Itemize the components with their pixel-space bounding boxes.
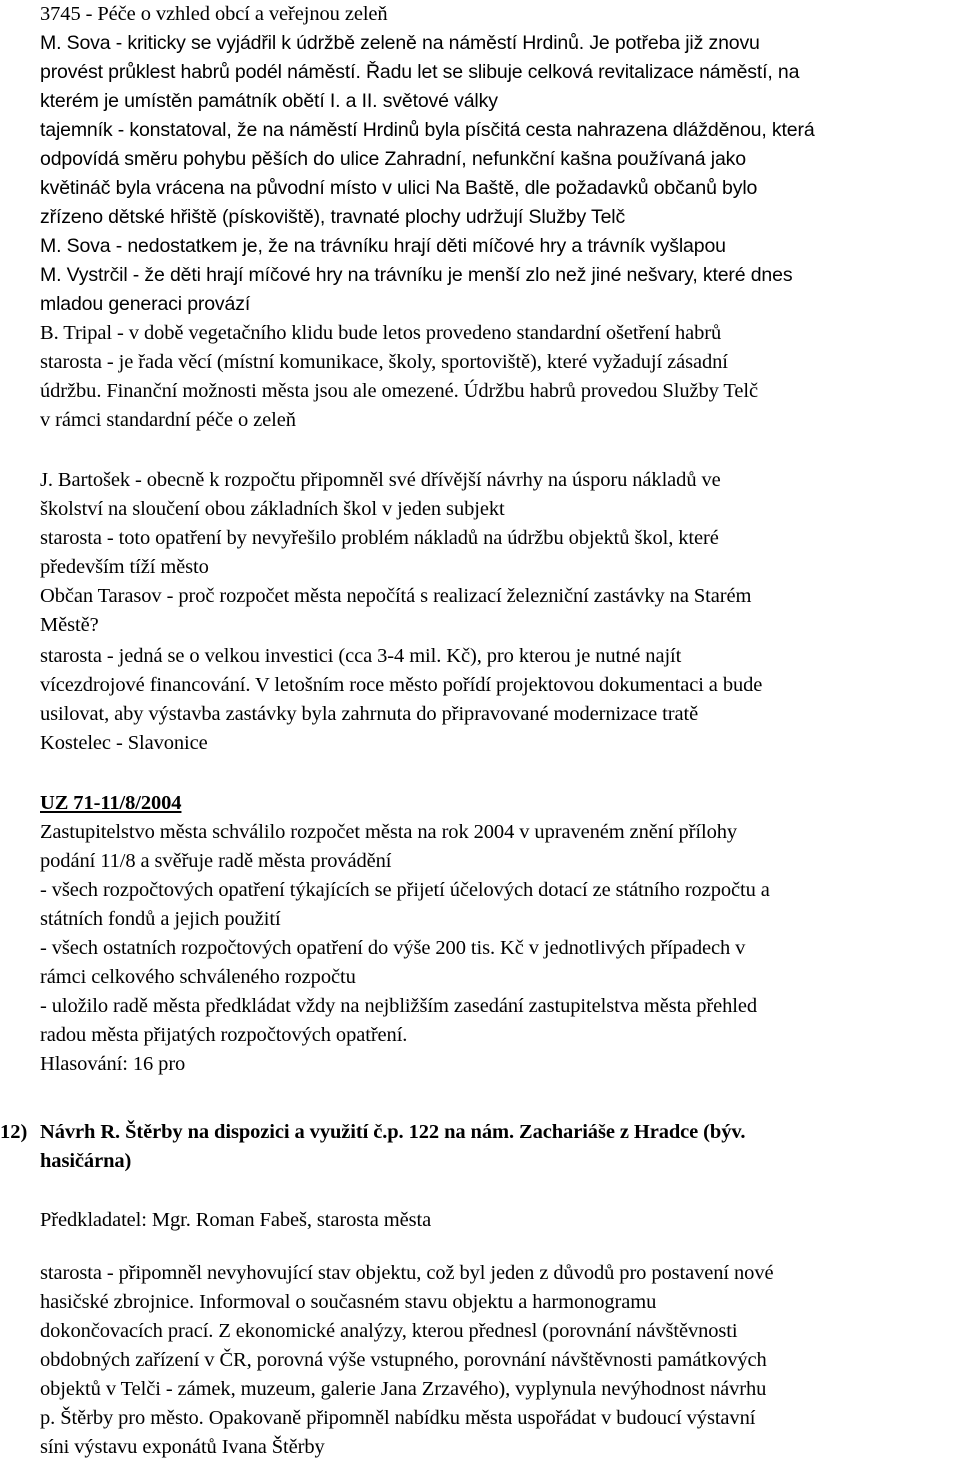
paragraph-line: J. Bartošek - obecně k rozpočtu připomněl své dřívější návrhy na úsporu nákladů ve xyxy=(40,469,721,491)
paragraph-line: - všech rozpočtových opatření týkajících se přijetí účelových dotací ze státního rozpočtu a xyxy=(40,879,770,901)
paragraph-line: hasičské zbrojnice. Informoval o současném stavu objektu a harmonogramu xyxy=(40,1291,657,1313)
paragraph-line: M. Vystrčil - že děti hrají míčové hry na trávníku je menší zlo než jiné nešvary, které dnes xyxy=(40,264,793,286)
paragraph-line: Zastupitelstvo města schválilo rozpočet města na rok 2004 v upraveném znění přílohy xyxy=(40,821,738,843)
paragraph-line: radou města přijatých rozpočtových opatření. xyxy=(40,1024,408,1046)
paragraph-line: podání 11/8 a svěřuje radě města provádění xyxy=(40,850,392,872)
paragraph-line: - všech ostatních rozpočtových opatření do výše 200 tis. Kč v jednotlivých případech v xyxy=(40,937,746,959)
presenter-line: Předkladatel: Mgr. Roman Fabeš, starosta města xyxy=(40,1209,432,1231)
paragraph-line: školství na sloučení obou základních škol v jeden subjekt xyxy=(40,498,505,520)
paragraph-line: kterém je umístěn památník obětí I. a II. světové války xyxy=(40,90,498,112)
paragraph-line: květináč byla vrácena na původní místo v ulici Na Baště, dle požadavků občanů bylo xyxy=(40,177,758,199)
paragraph-line: v rámci standardní péče o zeleň xyxy=(40,409,296,431)
paragraph-line: především tíží město xyxy=(40,556,209,578)
paragraph-line: Kostelec - Slavonice xyxy=(40,732,208,754)
paragraph-line: síni výstavu exponátů Ivana Štěrby xyxy=(40,1436,325,1458)
paragraph-line: vícezdrojové financování. V letošním roce město pořídí projektovou dokumentaci a bude xyxy=(40,674,763,696)
resolution-id: UZ 71-11/8/2004 xyxy=(40,792,182,814)
paragraph-line: starosta - jedná se o velkou investici (cca 3-4 mil. Kč), pro kterou je nutné najít xyxy=(40,645,682,667)
paragraph-line: - uložilo radě města předkládat vždy na nejbližším zasedání zastupitelstva města přehled xyxy=(40,995,757,1017)
vote-result: Hlasování: 16 pro xyxy=(40,1053,186,1075)
paragraph-line: M. Sova - kriticky se vyjádřil k údržbě zeleně na náměstí Hrdinů. Je potřeba již znovu xyxy=(40,32,760,54)
item-title-line-1: Návrh R. Štěrby na dispozici a využití č.p. 122 na nám. Zachariáše z Hradce (býv. xyxy=(40,1121,746,1143)
paragraph-line: rámci celkového schváleného rozpočtu xyxy=(40,966,356,988)
paragraph-line: odpovídá směru pohybu pěších do ulice Zahradní, nefunkční kašna používaná jako xyxy=(40,148,746,170)
paragraph-line: M. Sova - nedostatkem je, že na trávníku hrají děti míčové hry a trávník vyšlapou xyxy=(40,235,726,257)
paragraph-line: Městě? xyxy=(40,614,99,636)
paragraph-line: usilovat, aby výstavba zastávky byla zahrnuta do připravované modernizace tratě xyxy=(40,703,699,725)
paragraph-line: B. Tripal - v době vegetačního klidu bude letos provedeno standardní ošetření habrů xyxy=(40,322,722,344)
item-title-line-2: hasičárna) xyxy=(40,1150,132,1172)
paragraph-line: státních fondů a jejich použití xyxy=(40,908,281,930)
paragraph-line: p. Štěrby pro město. Opakovaně připomněl nabídku města uspořádat v budoucí výstavní xyxy=(40,1407,756,1429)
paragraph-line: objektů v Telči - zámek, muzeum, galerie Jana Zrzavého), vyplynula nevýhodnost návrhu xyxy=(40,1378,767,1400)
paragraph-line: údržbu. Finanční možnosti města jsou ale omezené. Údržbu habrů provedou Služby Telč xyxy=(40,380,759,402)
paragraph-line: Občan Tarasov - proč rozpočet města nepočítá s realizací železniční zastávky na Starém xyxy=(40,585,752,607)
paragraph-line: obdobných zařízení v ČR, porovná výše vstupného, porovnání návštěvnosti památkových xyxy=(40,1349,767,1371)
section-heading: 3745 - Péče o vzhled obcí a veřejnou zeleň xyxy=(40,3,388,25)
paragraph-line: mladou generaci provází xyxy=(40,293,251,315)
paragraph-line: dokončovacích prací. Z ekonomické analýzy, kterou přednesl (porovnání návštěvnosti xyxy=(40,1320,738,1342)
item-number: 12) xyxy=(0,1121,28,1143)
paragraph-line: tajemník - konstatoval, že na náměstí Hrdinů byla písčitá cesta nahrazena dlážděnou, která xyxy=(40,119,815,141)
paragraph-line: zřízeno dětské hřiště (pískoviště), travnaté plochy udržují Služby Telč xyxy=(40,206,626,228)
paragraph-line: starosta - je řada věcí (místní komunikace, školy, sportoviště), které vyžadují zásadní xyxy=(40,351,728,373)
paragraph-line: starosta - připomněl nevyhovující stav objektu, což byl jeden z důvodů pro postavení nové xyxy=(40,1262,774,1284)
paragraph-line: starosta - toto opatření by nevyřešilo problém nákladů na údržbu objektů škol, které xyxy=(40,527,719,549)
paragraph-line: provést průklest habrů podél náměstí. Řadu let se slibuje celková revitalizace náměstí, na xyxy=(40,61,800,83)
